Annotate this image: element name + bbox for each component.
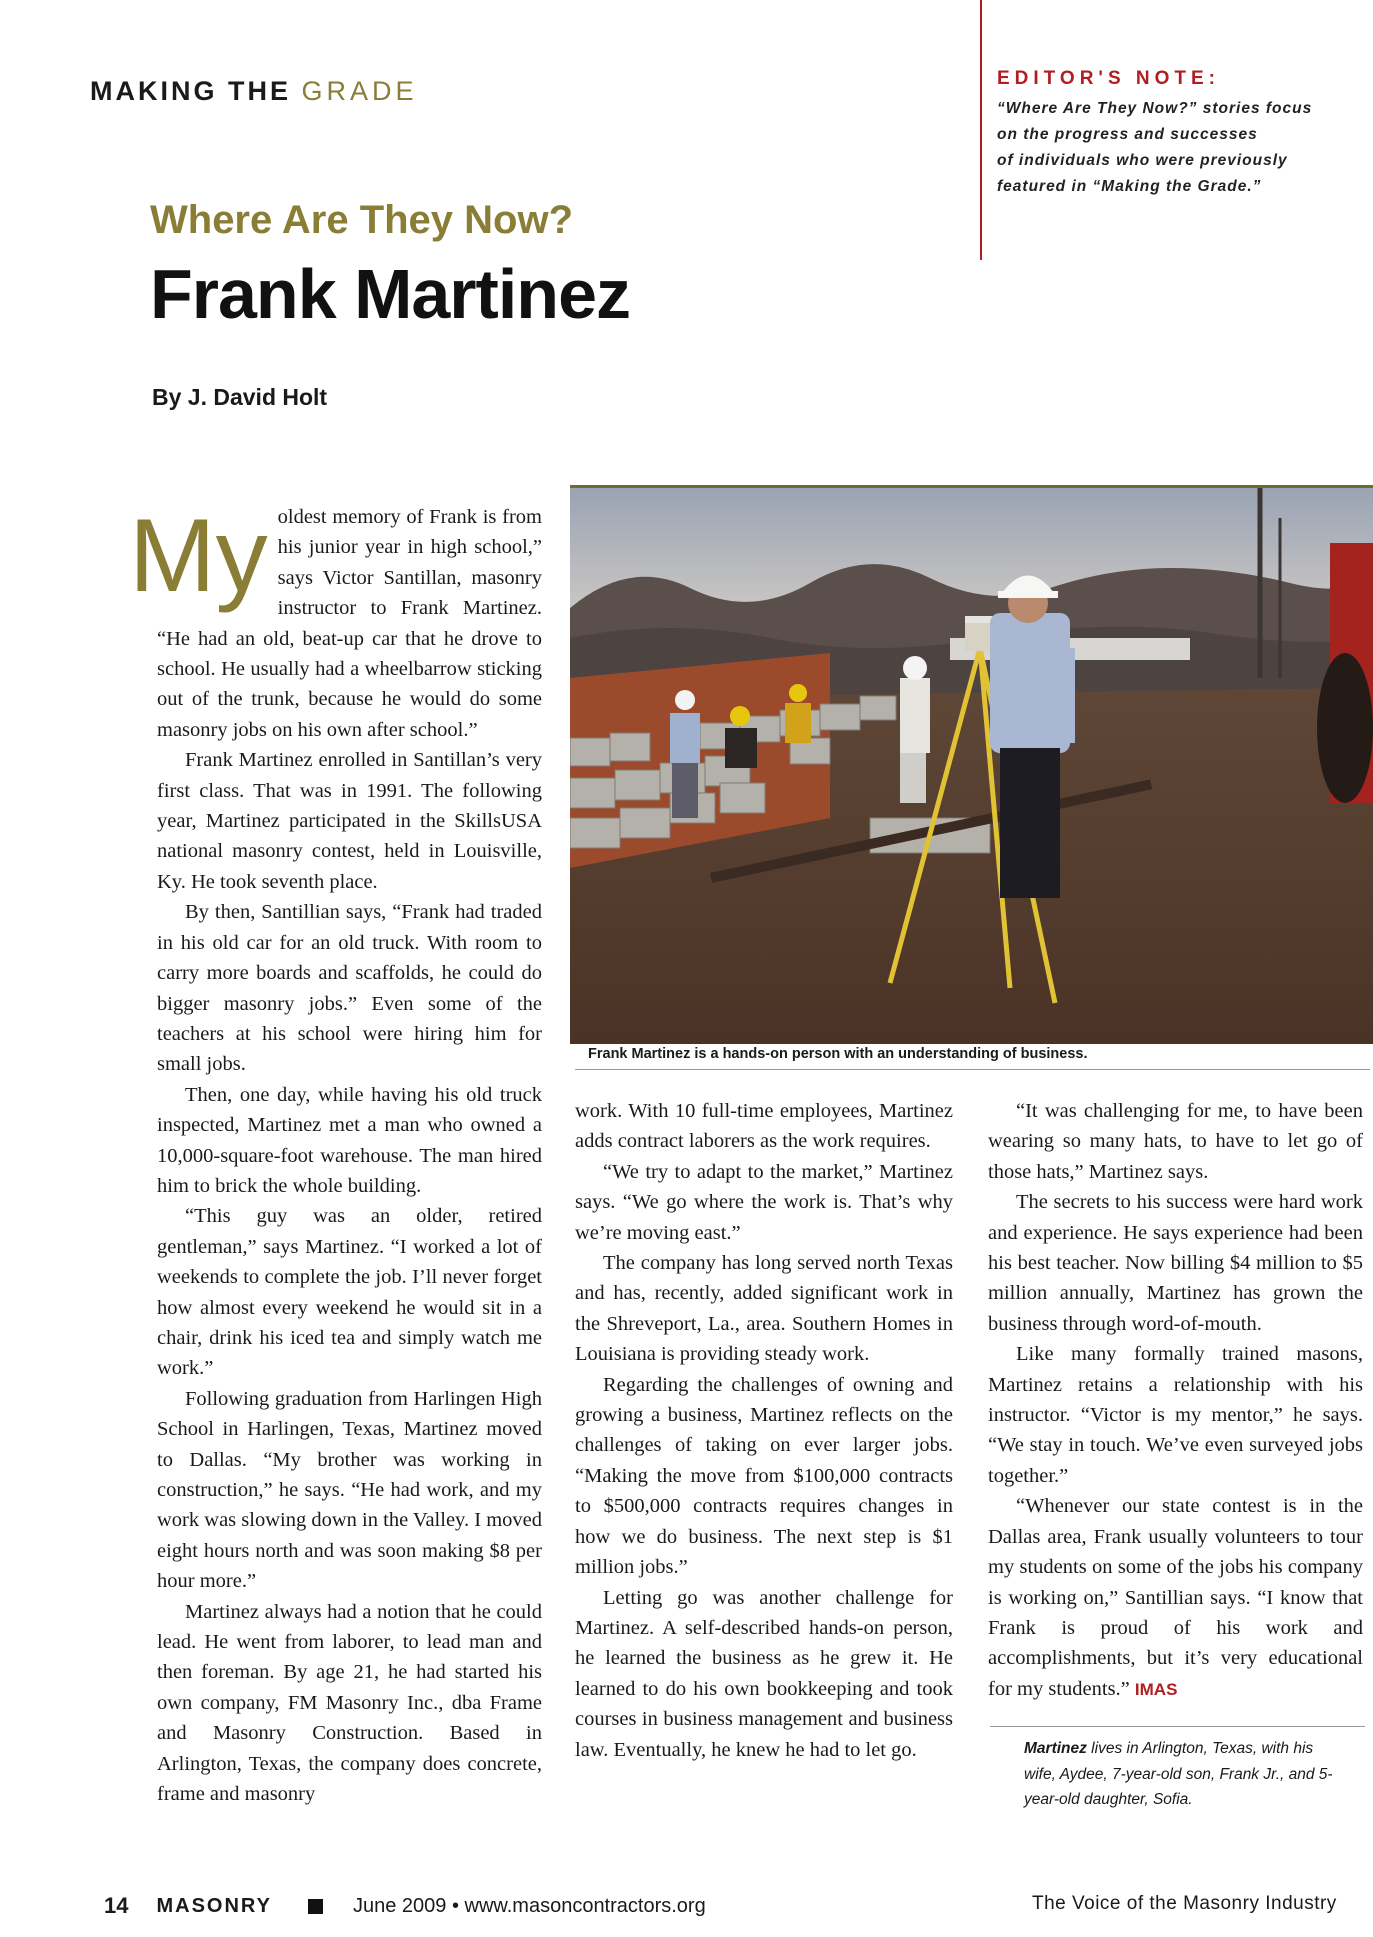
author-bio: [1024, 1736, 1334, 1813]
footer-tagline: The Voice of the Masonry Industry: [1032, 1893, 1337, 1914]
paragraph: Following graduation from Harlingen High School in Harlingen, Texas, Martinez moved to Dallas. “My brother was working in construction,” he says. “He had work, and my work was slowing down in the Valley. I moved eight hours north and was soon making $8 per hour more.”: [157, 1387, 542, 1593]
paragraph: “It was challenging for me, to have been wearing so many hats, to have to let go of those hats,” Martinez says.: [988, 1100, 1363, 1183]
editor-note-body: [997, 96, 1367, 200]
section-label: [90, 76, 418, 107]
paragraph: [988, 1491, 1363, 1705]
bio-name: Martinez: [1024, 1740, 1087, 1757]
paragraph: Frank Martinez enrolled in Santillan’s very first class. That was in 1991. The following year, Martinez participated in the SkillsUSA national masonry contest, held in Louisville, Ky. He took seventh place.: [157, 749, 542, 893]
section-label-accent: GRADE: [301, 76, 418, 106]
paragraph: Martinez always had a notion that he could lead. He went from laborer, to lead man and then foreman. By age 21, he had started his own company, FM Masonry Inc., dba Frame and Masonry Construction. Based in Arlington, Texas, the company does concrete, frame and masonry: [157, 1600, 542, 1806]
byline: By J. David Holt: [152, 384, 328, 410]
editor-note-rule: [980, 0, 982, 260]
article-title: Frank Martinez: [150, 255, 630, 333]
paragraph: “This guy was an older, retired gentleman,” says Martinez. “I worked a lot of weekends to complete the job. I’ll never forget how almost every weekend he would sit in a chair, drink his iced tea and simply watch me work.”: [157, 1205, 542, 1380]
paragraph: Regarding the challenges of owning and growing a business, Martinez reflects on the challenges of taking on ever larger jobs. “Making the move from $100,000 contracts to $500,000 contracts requires changes in how we do business. The next step is $1 million jobs.”: [575, 1373, 953, 1579]
drop-cap: My: [129, 498, 268, 614]
paragraph: By then, Santillian says, “Frank had traded in his old car for an old truck. With room to carry more boards and scaffolds, he could do bigger masonry jobs.” Even some of the teachers at his school were hiring him for small jobs.: [157, 901, 542, 1076]
bio-rule: [990, 1726, 1365, 1727]
end-mark: IMAS: [1134, 1679, 1178, 1699]
section-label-main: MAKING THE: [90, 76, 291, 106]
editor-note-title: EDITOR'S NOTE:: [997, 68, 1221, 89]
paragraph: work. With 10 full-time employees, Martinez adds contract laborers as the work requires.: [575, 1100, 953, 1153]
photo-caption: Frank Martinez is a hands-on person with an understanding of business.: [588, 1046, 1088, 1062]
paragraph: “We try to adapt to the market,” Martinez says. “We go where the work is. That’s why we’re moving east.”: [575, 1160, 953, 1244]
caption-rule: [575, 1069, 1370, 1070]
editor-note-line: on the progress and successes: [997, 126, 1258, 143]
issue-date-url: June 2009 • www.masoncontractors.org: [352, 1894, 706, 1917]
editor-note-line: featured in “Making the Grade.”: [997, 178, 1262, 195]
footer-left: [104, 1893, 706, 1919]
construction-site-image: [570, 488, 1373, 1044]
page-number: 14: [104, 1893, 129, 1918]
article-photo: [570, 485, 1373, 1044]
editor-note-line: of individuals who were previously: [997, 152, 1288, 169]
square-bullet-icon: [308, 1899, 323, 1914]
paragraph: The company has long served north Texas and has, recently, added significant work in the Shreveport, La., area. Southern Homes in Louisiana is providing steady work.: [575, 1252, 953, 1366]
paragraph-text: “Whenever our state contest is in the Dallas area, Frank usually volunteers to tour my students on some of the jobs his company is working on,” Santillian says. “I know that Frank is proud of his work and accomplishments, but it’s very educational for my students.”: [988, 1495, 1363, 1700]
paragraph: oldest memory of Frank is from his junior year in high school,” says Victor Santillan, masonry instructor to Frank Martinez. “He had an old, beat-up car that he drove to school. He usually had a wheelbarrow sticking out of the trunk, because he would do some masonry jobs on his own after school.”: [157, 506, 542, 741]
paragraph: Then, one day, while having his old truck inspected, Martinez met a man who owned a 10,000-square-foot warehouse. The man hired him to brick the whole building.: [157, 1083, 542, 1197]
paragraph: The secrets to his success were hard work and experience. He says experience had been his best teacher. Now billing $4 million to $5 million annually, Martinez has grown the business through word-of-mouth.: [988, 1191, 1363, 1335]
article-column-2: [575, 1096, 953, 1765]
article-column-3: [988, 1096, 1363, 1705]
magazine-name: MASONRY: [156, 1894, 272, 1917]
article-column-1: [129, 498, 542, 1809]
paragraph: Letting go was another challenge for Martinez. A self-described hands-on person, he learned the business as he grew it. He learned to do his own bookkeeping and took courses in business management and business law. Eventually, he knew he had to let go.: [575, 1586, 953, 1761]
paragraph: Like many formally trained masons, Martinez retains a relationship with his instructor. “Victor is my mentor,” he says. “We stay in touch. We’ve even surveyed jobs together.”: [988, 1343, 1363, 1487]
bio-text: lives in Arlington, Texas, with his wife, Aydee, 7-year-old son, Frank Jr., and 5-year-old daughter, Sofia.: [1024, 1740, 1333, 1808]
editor-note-line: “Where Are They Now?” stories focus: [997, 100, 1313, 117]
article-kicker: Where Are They Now?: [150, 198, 574, 242]
